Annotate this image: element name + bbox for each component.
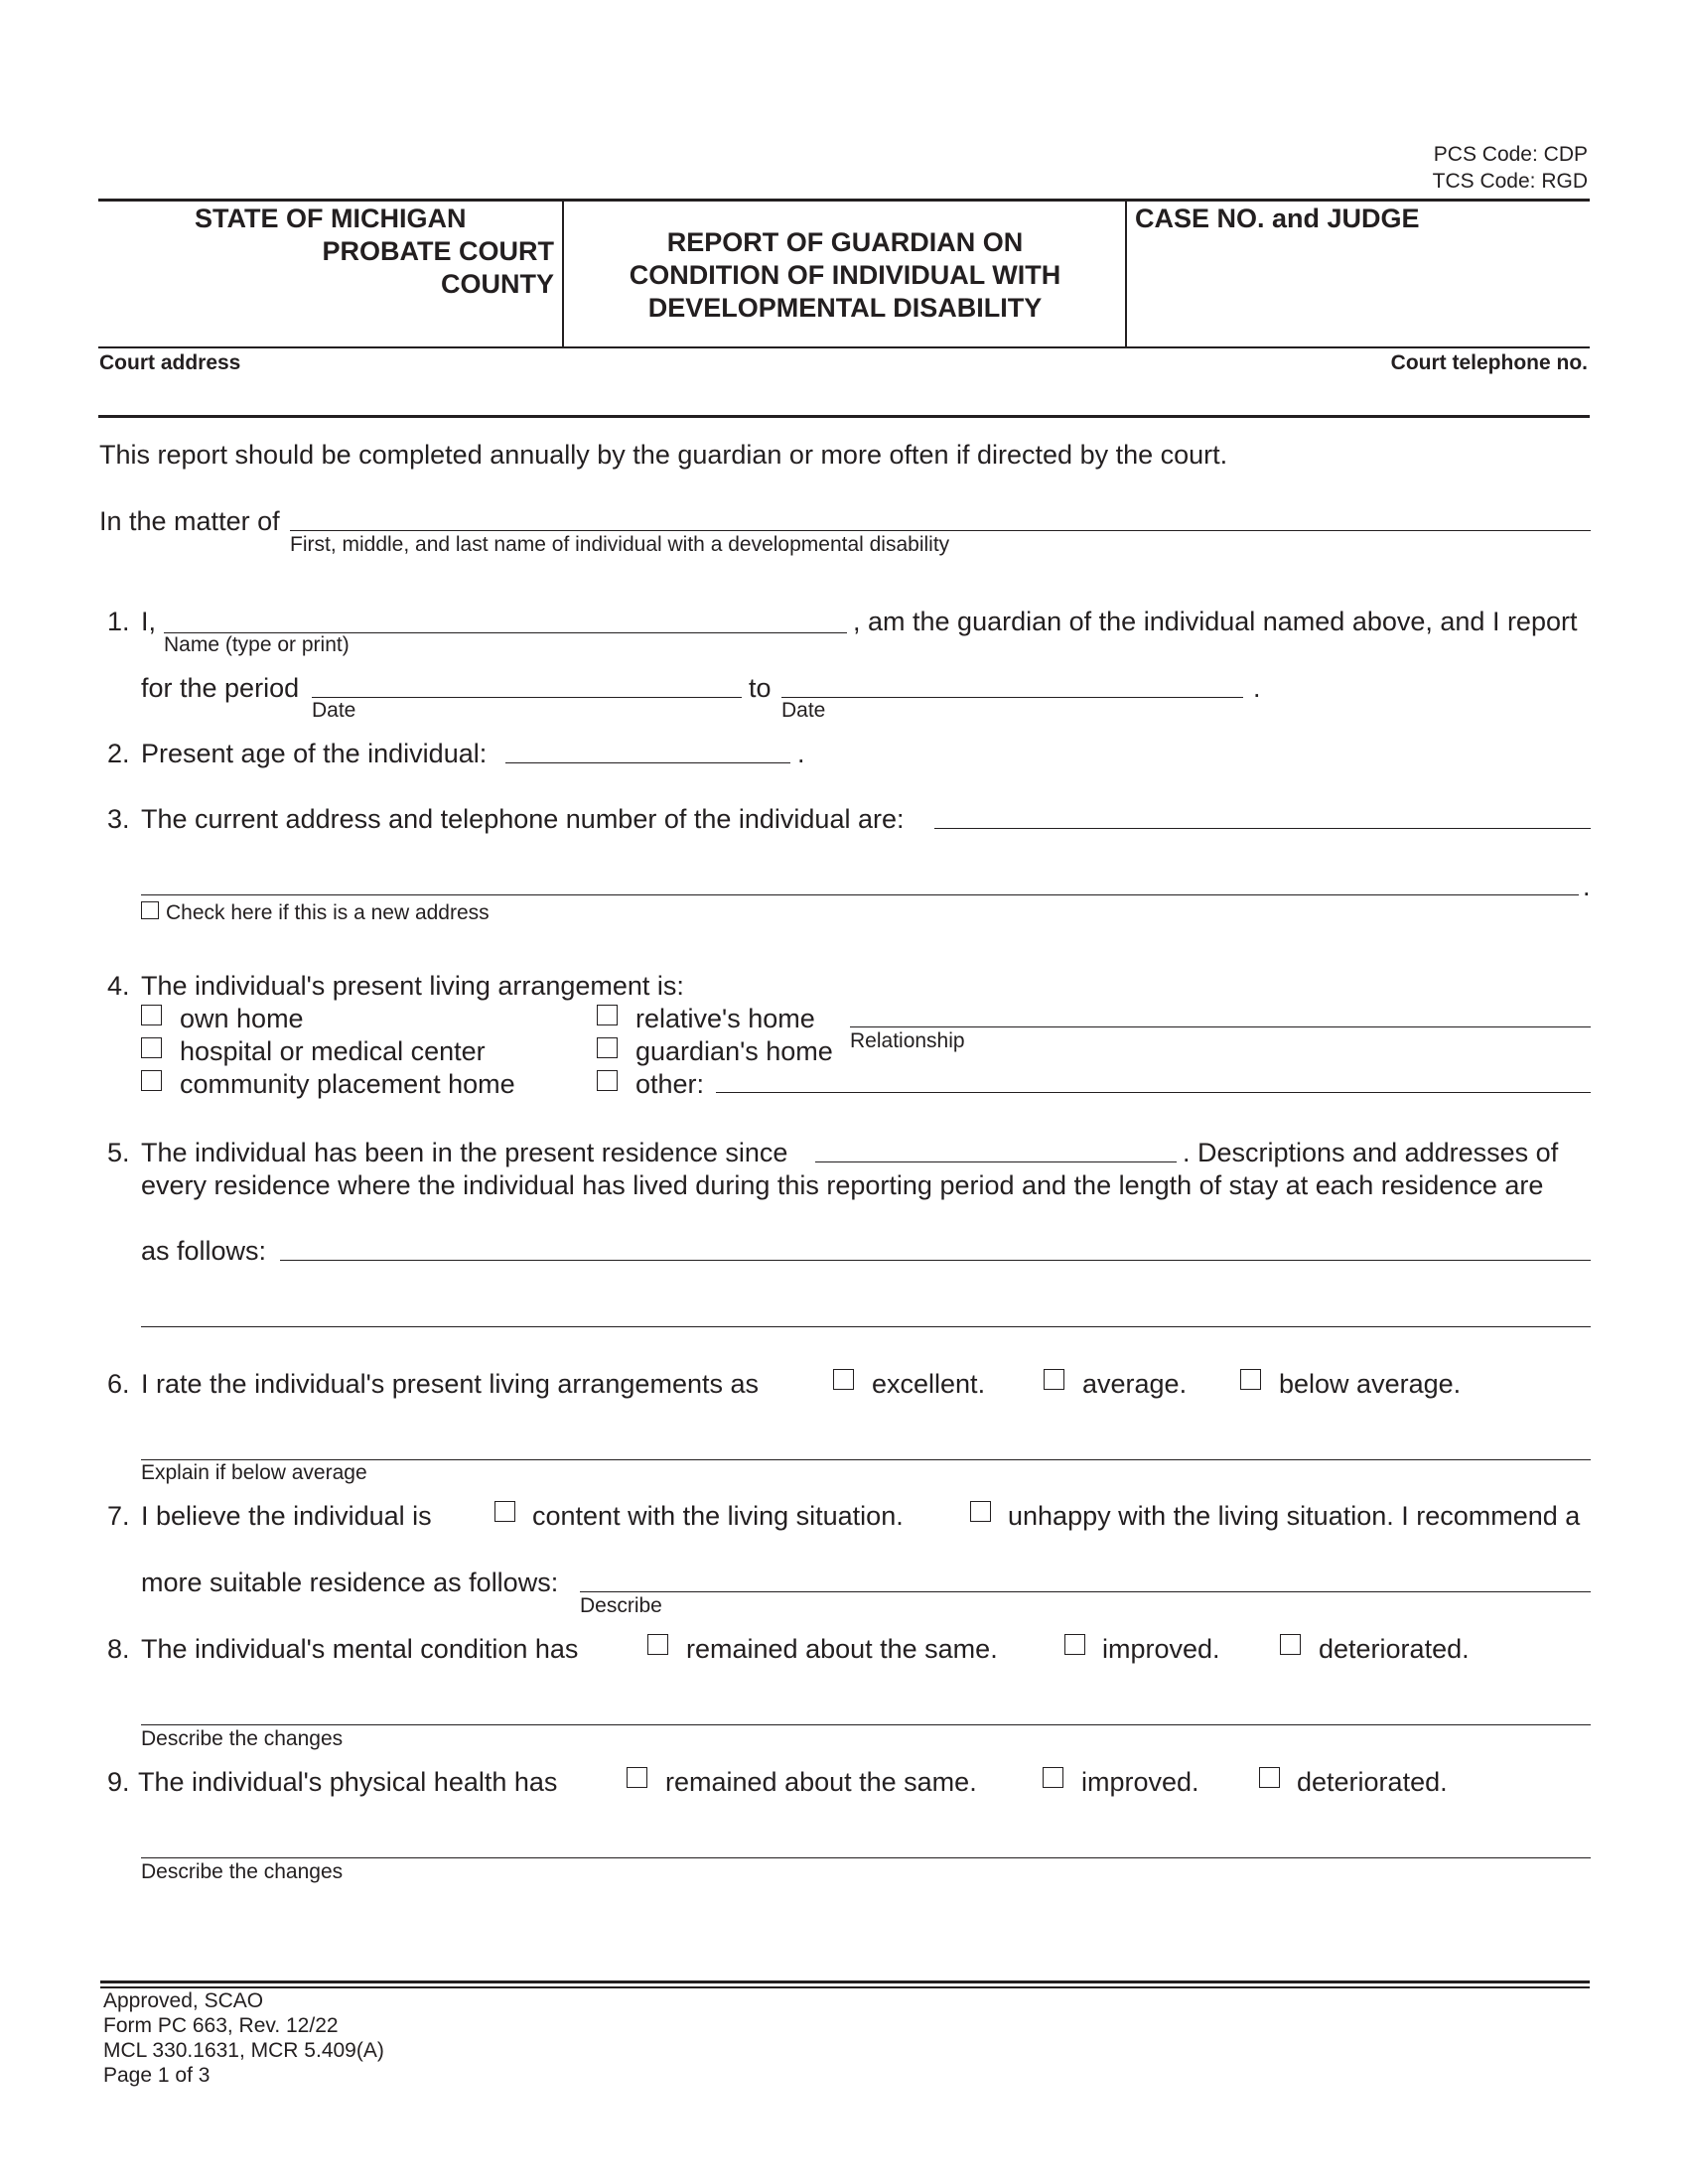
intro-text: This report should be completed annually by the guardian or more often if directed by the court. (99, 440, 1228, 470)
content-checkbox[interactable] (494, 1501, 515, 1522)
excellent-checkbox[interactable] (833, 1369, 854, 1390)
community-placement-checkbox[interactable] (141, 1070, 162, 1091)
guardian-name-caption: Name (type or print) (164, 633, 350, 656)
item-4-text: The individual's present living arrangement is: (141, 971, 684, 1001)
item-3-text: The current address and telephone number of the individual are: (141, 804, 905, 834)
physical-deteriorated-checkbox[interactable] (1259, 1767, 1280, 1788)
physical-same-label: remained about the same. (665, 1767, 977, 1797)
suitable-residence-input[interactable] (580, 1560, 1591, 1593)
item-8-text: The individual's mental condition has (141, 1634, 579, 1664)
pcs-code: PCS Code: CDP (1433, 143, 1588, 166)
address-input-2[interactable] (141, 863, 1579, 896)
suitable-residence-caption: Describe (580, 1594, 662, 1617)
mental-improved-checkbox[interactable] (1064, 1634, 1085, 1655)
item-9-number: 9. (107, 1767, 130, 1797)
case-number-field[interactable] (1135, 243, 1582, 338)
new-address-label: Check here if this is a new address (166, 901, 490, 924)
court-heading: PROBATE COURT (322, 236, 554, 266)
residence-since-input[interactable] (815, 1130, 1177, 1163)
header-divider-right (1125, 199, 1127, 347)
form-title-line-2: CONDITION OF INDIVIDUAL WITH (629, 260, 1061, 290)
item-8-number: 8. (107, 1634, 130, 1664)
mental-deteriorated-label: deteriorated. (1319, 1634, 1470, 1664)
physical-improved-label: improved. (1081, 1767, 1199, 1797)
other-label: other: (635, 1069, 705, 1099)
item-9-text: The individual's physical health has (138, 1767, 558, 1797)
item-2-end: . (797, 739, 805, 768)
court-telephone-label: Court telephone no. (1390, 351, 1588, 374)
other-input[interactable] (716, 1060, 1591, 1094)
header-divider-left (562, 199, 564, 347)
explain-caption: Explain if below average (141, 1461, 367, 1484)
footer-rule-thin (100, 1986, 1590, 1988)
guardians-home-checkbox[interactable] (597, 1037, 618, 1058)
other-checkbox[interactable] (597, 1070, 618, 1091)
item-3-number: 3. (107, 804, 130, 834)
item-5-pre: The individual has been in the present residence since (141, 1138, 788, 1167)
matter-name-input[interactable] (290, 498, 1591, 532)
item-2-number: 2. (107, 739, 130, 768)
address-input-1[interactable] (934, 796, 1591, 830)
case-number-label: CASE NO. and JUDGE (1135, 204, 1420, 233)
item-4-number: 4. (107, 971, 130, 1001)
item-5-line-2: every residence where the individual has lived during this reporting period and the length of stay at each residence are (141, 1170, 1544, 1200)
header-bottom-rule (98, 346, 1590, 348)
period-label: for the period (141, 673, 300, 703)
relationship-input[interactable] (850, 995, 1591, 1028)
guardian-name-input[interactable] (164, 600, 847, 633)
mental-same-checkbox[interactable] (647, 1634, 668, 1655)
community-placement-label: community placement home (180, 1069, 515, 1099)
relatives-home-label: relative's home (635, 1004, 815, 1033)
relationship-caption: Relationship (850, 1029, 965, 1052)
own-home-checkbox[interactable] (141, 1005, 162, 1025)
footer-statute: MCL 330.1631, MCR 5.409(A) (103, 2039, 384, 2062)
content-label: content with the living situation. (532, 1501, 904, 1531)
mental-improved-label: improved. (1102, 1634, 1220, 1664)
item-7-number: 7. (107, 1501, 130, 1531)
own-home-label: own home (180, 1004, 304, 1033)
state-heading: STATE OF MICHIGAN (195, 204, 467, 233)
residences-input-1[interactable] (280, 1228, 1591, 1262)
period-from-input[interactable] (312, 665, 742, 699)
physical-changes-caption: Describe the changes (141, 1860, 344, 1883)
period-from-caption: Date (312, 699, 356, 722)
unhappy-checkbox[interactable] (970, 1501, 991, 1522)
item-5-post: . Descriptions and addresses of (1183, 1138, 1559, 1167)
period-to-caption: Date (781, 699, 826, 722)
mental-changes-input[interactable] (141, 1693, 1591, 1726)
physical-same-checkbox[interactable] (627, 1767, 647, 1788)
item-6-number: 6. (107, 1369, 130, 1399)
average-label: average. (1082, 1369, 1188, 1399)
period-to-label: to (749, 673, 772, 703)
hospital-label: hospital or medical center (180, 1036, 486, 1066)
mental-same-label: remained about the same. (686, 1634, 998, 1664)
court-info-rule (98, 415, 1590, 418)
new-address-checkbox[interactable] (141, 901, 159, 919)
item-5-as-follows: as follows: (141, 1236, 267, 1266)
court-address-label: Court address (99, 351, 241, 374)
item-6-text: I rate the individual's present living arrangements as (141, 1369, 759, 1399)
matter-caption: First, middle, and last name of individual with a developmental disability (290, 533, 950, 556)
footer-approved: Approved, SCAO (103, 1989, 264, 2012)
explain-input[interactable] (141, 1428, 1591, 1461)
item-2-text: Present age of the individual: (141, 739, 488, 768)
county-heading: COUNTY (441, 269, 554, 299)
footer-page-number: Page 1 of 3 (103, 2064, 211, 2087)
matter-label: In the matter of (99, 506, 280, 536)
below-average-checkbox[interactable] (1240, 1369, 1261, 1390)
residences-input-2[interactable] (141, 1295, 1591, 1328)
relatives-home-checkbox[interactable] (597, 1005, 618, 1025)
form-title-line-1: REPORT OF GUARDIAN ON (666, 227, 1024, 257)
period-to-input[interactable] (781, 665, 1243, 699)
age-input[interactable] (505, 731, 790, 764)
header-top-rule (98, 199, 1590, 202)
footer-rule-thick (100, 1980, 1590, 1983)
physical-deteriorated-label: deteriorated. (1297, 1767, 1448, 1797)
item-7-line-2: more suitable residence as follows: (141, 1568, 559, 1597)
excellent-label: excellent. (872, 1369, 986, 1399)
court-address-field[interactable] (99, 377, 1589, 413)
footer-form-number: Form PC 663, Rev. 12/22 (103, 2014, 339, 2037)
physical-changes-input[interactable] (141, 1826, 1591, 1859)
item-5-number: 5. (107, 1138, 130, 1167)
tcs-code: TCS Code: RGD (1432, 170, 1588, 193)
item-7-text: I believe the individual is (141, 1501, 432, 1531)
item-1-post: , am the guardian of the individual named above, and I report (853, 607, 1578, 636)
period-end: . (1253, 673, 1261, 703)
item-1-pre: I, (141, 607, 157, 636)
item-1-number: 1. (107, 607, 130, 636)
item-3-end: . (1583, 872, 1591, 901)
mental-changes-caption: Describe the changes (141, 1727, 344, 1750)
form-title-line-3: DEVELOPMENTAL DISABILITY (647, 293, 1043, 323)
guardians-home-label: guardian's home (635, 1036, 833, 1066)
hospital-checkbox[interactable] (141, 1037, 162, 1058)
average-checkbox[interactable] (1044, 1369, 1064, 1390)
unhappy-label: unhappy with the living situation. I recommend a (1008, 1501, 1581, 1531)
mental-deteriorated-checkbox[interactable] (1280, 1634, 1301, 1655)
physical-improved-checkbox[interactable] (1043, 1767, 1063, 1788)
below-average-label: below average. (1279, 1369, 1462, 1399)
